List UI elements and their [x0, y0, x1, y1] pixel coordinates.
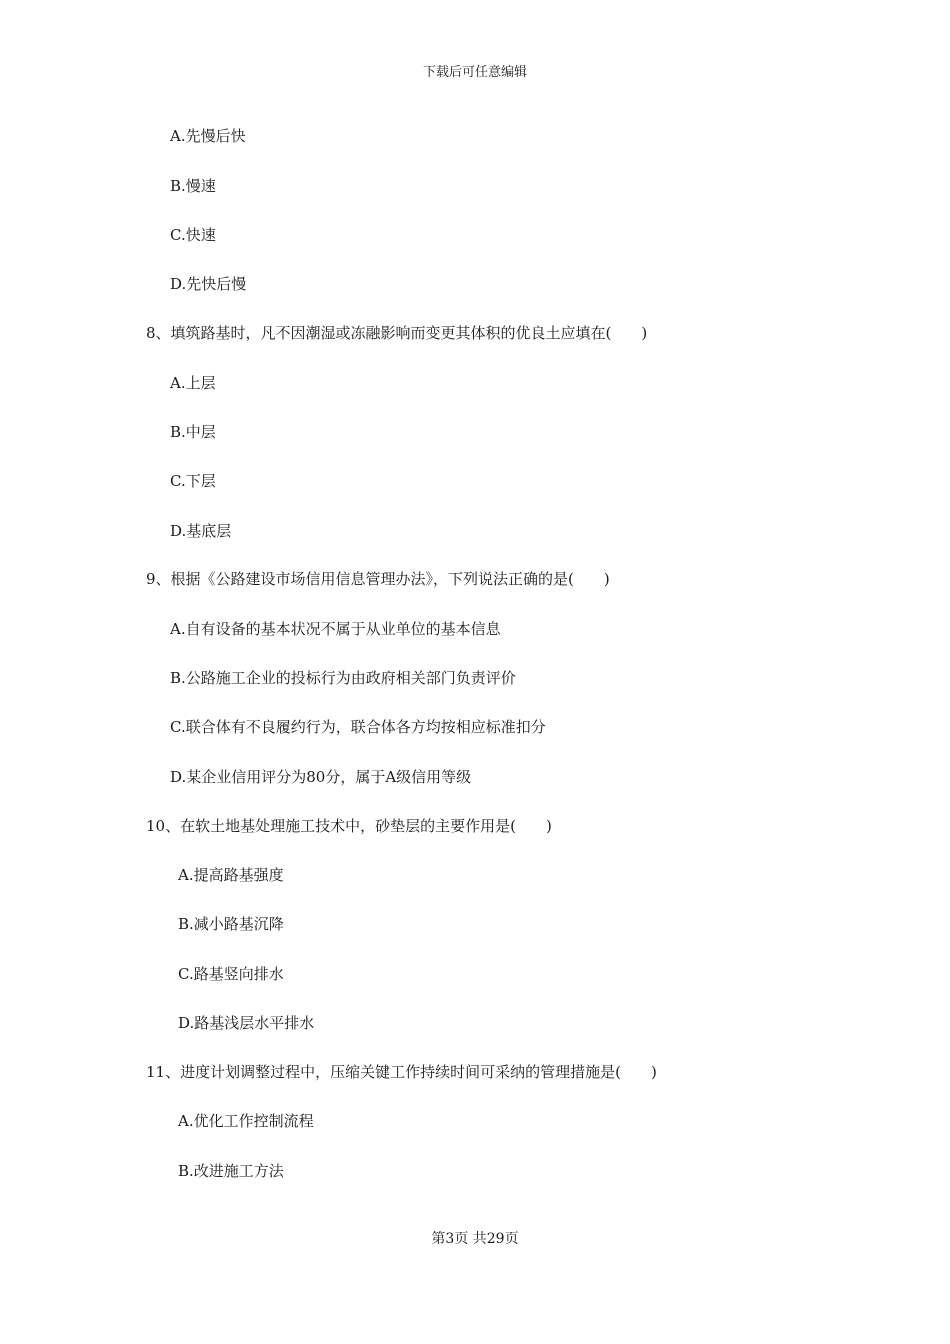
option-9d: D.某企业信用评分为80分，属于A级信用等级 [170, 768, 472, 786]
option-7a: A.先慢后快 [170, 127, 246, 145]
option-10a: A.提高路基强度 [178, 866, 284, 884]
option-7d: D.先快后慢 [170, 275, 247, 293]
question-10: 10、在软土地基处理施工技术中，砂垫层的主要作用是( ) [146, 817, 552, 835]
page-footer: 第3页 共29页 [431, 1231, 519, 1247]
option-8d: D.基底层 [170, 522, 232, 540]
option-8c: C.下层 [170, 472, 216, 490]
option-7c: C.快速 [170, 226, 216, 244]
option-10d: D.路基浅层水平排水 [178, 1014, 315, 1032]
option-10c: C.路基竖向排水 [178, 965, 284, 983]
option-9c: C.联合体有不良履约行为，联合体各方均按相应标准扣分 [170, 718, 546, 736]
page-header: 下载后可任意编辑 [422, 65, 527, 80]
option-11b: B.改进施工方法 [178, 1162, 284, 1180]
option-8b: B.中层 [170, 423, 216, 441]
option-7b: B.慢速 [170, 177, 216, 195]
option-8a: A.上层 [170, 374, 216, 392]
option-10b: B.减小路基沉降 [178, 915, 284, 933]
question-9: 9、根据《公路建设市场信用信息管理办法》，下列说法正确的是( ) [146, 570, 610, 588]
question-8: 8、填筑路基时，凡不因潮湿或冻融影响而变更其体积的优良土应填在( ) [146, 324, 648, 342]
option-9b: B.公路施工企业的投标行为由政府相关部门负责评价 [170, 669, 516, 687]
option-11a: A.优化工作控制流程 [178, 1112, 314, 1130]
question-11: 11、进度计划调整过程中，压缩关键工作持续时间可采纳的管理措施是( ) [146, 1063, 657, 1081]
option-9a: A.自有设备的基本状况不属于从业单位的基本信息 [170, 620, 501, 638]
